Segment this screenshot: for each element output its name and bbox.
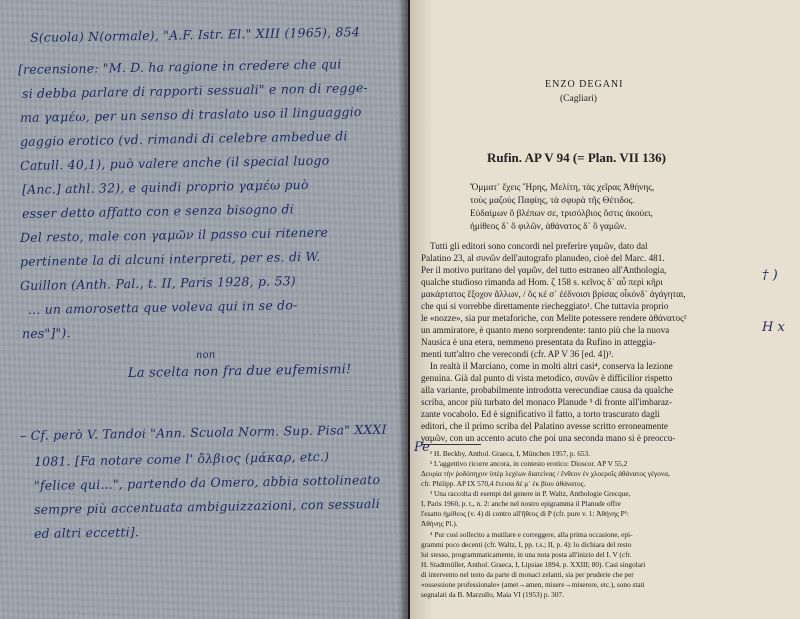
- handwritten-line: Catull. 40,1), può valere anche (il special luogo: [19, 152, 330, 173]
- footnote-rule: [421, 444, 481, 445]
- margin-mark: Pe: [414, 440, 430, 455]
- handwritten-line: "felice qui...", partendo da Omero, abbia sottolineato: [33, 471, 381, 493]
- body-line: Per il motivo puritano del γαμῶν, del tutto estraneo all'Anthologia,: [421, 265, 667, 275]
- footnote-line: di intervento nel testo da parte di monaci zelanti, sia per pruderie che per: [421, 570, 634, 579]
- body-line: editori, che il primo scriba del Palatino avesse scritto erroneamente: [421, 421, 668, 431]
- handwritten-insertion: non: [195, 349, 216, 361]
- body-line: un ammiratore, è quanto meno sorprendente: tanto più che la nuova: [421, 325, 670, 335]
- handwritten-line: Del resto, male con γαμῶν il passo cui ritenere: [19, 224, 329, 245]
- handwritten-line: pertinente la di alcuni interpreti, per es. di W.: [19, 248, 321, 269]
- footnote-line: «ossessione professionale» (amet→amen, misere→miserere, etc.), sono stati: [421, 580, 645, 589]
- footnote-line: Δευρία τὴν ῥοδόπηχυν ὑπὲρ λεχέων διατείνας / ἔνθεον ἐν χλοεροῖς ἀθάνατος γέγονα,: [421, 469, 670, 478]
- footnote-line: ² L'aggettivo ricorre ancora, in contesto erotico: Dioscor. AP V 55,2: [430, 459, 628, 468]
- epigram-line: Εὐδαίμων ὃ βλέπων σε, τρισόλβιος ὅστις ἀκούει,: [470, 209, 653, 219]
- author-affiliation: (Cagliari): [560, 94, 597, 104]
- article-title: Rufin. AP V 94 (= Plan. VII 136): [487, 150, 666, 165]
- footnote-line: grammi poco decenti (cfr. Waltz, I, pp. t.s.; II, p. 4): lo dichiara del resto: [421, 540, 632, 549]
- body-line: alla variante, probabilmente introdotta verecundiae causa da qualche: [421, 385, 674, 395]
- body-line: μακάρτατος ἔξοχον ἄλλων, / ὅς κέ σ᾽ ἐέδνοισι βρίσας οἶκόνδ᾽ ἀγάγηται,: [421, 289, 686, 299]
- footnote-line: I, Paris 1960, p. t., n. 2: anche nel nostro epigramma il Planude offre: [421, 499, 621, 508]
- body-line: che qui si vorrebbe direttamente riecheggiato¹. Che tuttavia proprio: [421, 301, 669, 311]
- footnote-line: ⁴ Pur così sollecito a mutilare e correggere, alla prima occasione, epi-: [430, 530, 633, 539]
- body-line: menti tutt'altro che verecondi (cfr. AP V 36 [ed. 4])³.: [421, 349, 614, 359]
- footnote-line: segnalati da B. Marzullo, Maia VI (1953) p. 307.: [421, 590, 564, 599]
- handwritten-line: [Anc.] athl. 32), e quindi proprio γαμέω può: [21, 176, 309, 197]
- handwritten-line: sempre più accentuata ambiguizzazioni, con sessuali: [33, 495, 380, 517]
- footnote-line: Ἀθήνης Pl.).: [421, 519, 458, 528]
- body-line: genuina. Già dal punto di vista metodico, συνῶν è difficilior rispetto: [421, 373, 673, 383]
- body-line: scriba, ancor più turbato del monaco Planude ⁵ di fronte all'imbaraz-: [421, 397, 673, 407]
- author-name: ENZO DEGANI: [545, 79, 624, 90]
- footnote-line: H. Stadtmüller, Anthol. Graeca, I, Lipsiae 1894, p. XXIII; 80). Casi singolari: [421, 560, 646, 569]
- body-line: In realtà il Marciano, come in molti altri casi⁴, conserva la lezione: [430, 361, 673, 371]
- handwritten-line: – Cf. però V. Tandoi "Ann. Scuola Norm. Sup. Pisa" XXXI: [19, 421, 387, 443]
- body-line: Tutti gli editori sono concordi nel preferire γαμῶν, dato dal: [430, 241, 648, 251]
- epigram-line: ἡμίθεος δ᾽ ὃ φιλῶν, ἀθάνατος δ᾽ ὃ γαμῶν.: [470, 222, 627, 232]
- body-line: Palatino 23, al συνῶν dell'autografo planudeo, cioè del Marc. 481.: [421, 253, 665, 263]
- margin-mark: H x: [762, 320, 785, 335]
- footnote-line: cfr. Philipp. AP IX 570,4 ἔτεισα δέ μ᾽ ἐκ βίου ἀθάνατος.: [421, 479, 586, 488]
- handwritten-line: Guillon (Anth. Pal., t. II, Paris 1928, p. 53): [19, 273, 297, 293]
- footnote-line: l'esatto ἡμίθεος (v. 4) di contro all'ἤθεος di P (cfr. pure v. 1: Ἀθήνης P¹:: [421, 509, 629, 518]
- handwritten-line: 1081. [Fa notare come l' ὄλβιος (μάκαρ, etc.): [33, 448, 330, 469]
- handwritten-line: si debba parlare di rapporti sessuali" e non di regge-: [21, 79, 369, 101]
- margin-mark: † ): [762, 268, 778, 283]
- handwritten-line: gaggio erotico (vd. rimandi di celebre ambedue di: [19, 128, 348, 149]
- footnote-line: ³ Una raccolta di esempi del genere in P. Waltz, Anthologie Grecque,: [430, 489, 631, 498]
- footnote-line: ¹ H. Beckby, Anthol. Graeca, I, München 1957, p. 653.: [430, 449, 590, 458]
- handwritten-line: ... un amorosetta que voleva qui in se do-: [27, 297, 298, 317]
- epigram-line: τοὺς μαζοὺς Παφίης, τὰ σφυρὰ τῆς Θέτιδος.: [470, 196, 635, 206]
- handwritten-line: esser detto affatto con e senza bisogno di: [21, 201, 295, 221]
- footnote-line: lui stesso, programmaticamente, in una nota posta all'inizio del I. V (cfr.: [421, 550, 632, 559]
- handwritten-line: nes"]").: [21, 325, 71, 341]
- body-line: qualche studioso rimanda ad Hom. ζ 158 s. κεῖνος δ᾽ αὖ περὶ κῆρι: [421, 277, 663, 287]
- handwritten-line: ma γαμέω, per un senso di traslato uso il linguaggio: [19, 104, 362, 125]
- body-line: γαμῶν, con un accento acuto che poi una seconda mano si è preoccu-: [421, 433, 676, 443]
- handwritten-header: S(cuola) N(ormale), "A.F. Istr. El." XIII (1965), 854: [29, 24, 361, 45]
- handwritten-line: ed altri eccetti].: [33, 524, 140, 541]
- body-line: le «nozze», sia pur metaforiche, con Melite potessere rendere ἀθάνατος²: [421, 313, 687, 323]
- handwritten-line: [recensione: "M. D. ha ragione in credere che qui: [17, 56, 342, 77]
- body-line: Nausica è una etera, nemmeno presentata da Rufino in atteggia-: [421, 337, 656, 347]
- handwritten-remark: La scelta non fra due eufemismi!: [127, 362, 352, 381]
- body-line: zante vocabolo. Ed è significativo il fatto, a torto trascurato dagli: [421, 409, 660, 419]
- epigram-line: Ὄμματ᾽ ἔχεις Ἥρης, Μελίτη, τὰς χεῖρας Ἀθήνης,: [470, 183, 655, 193]
